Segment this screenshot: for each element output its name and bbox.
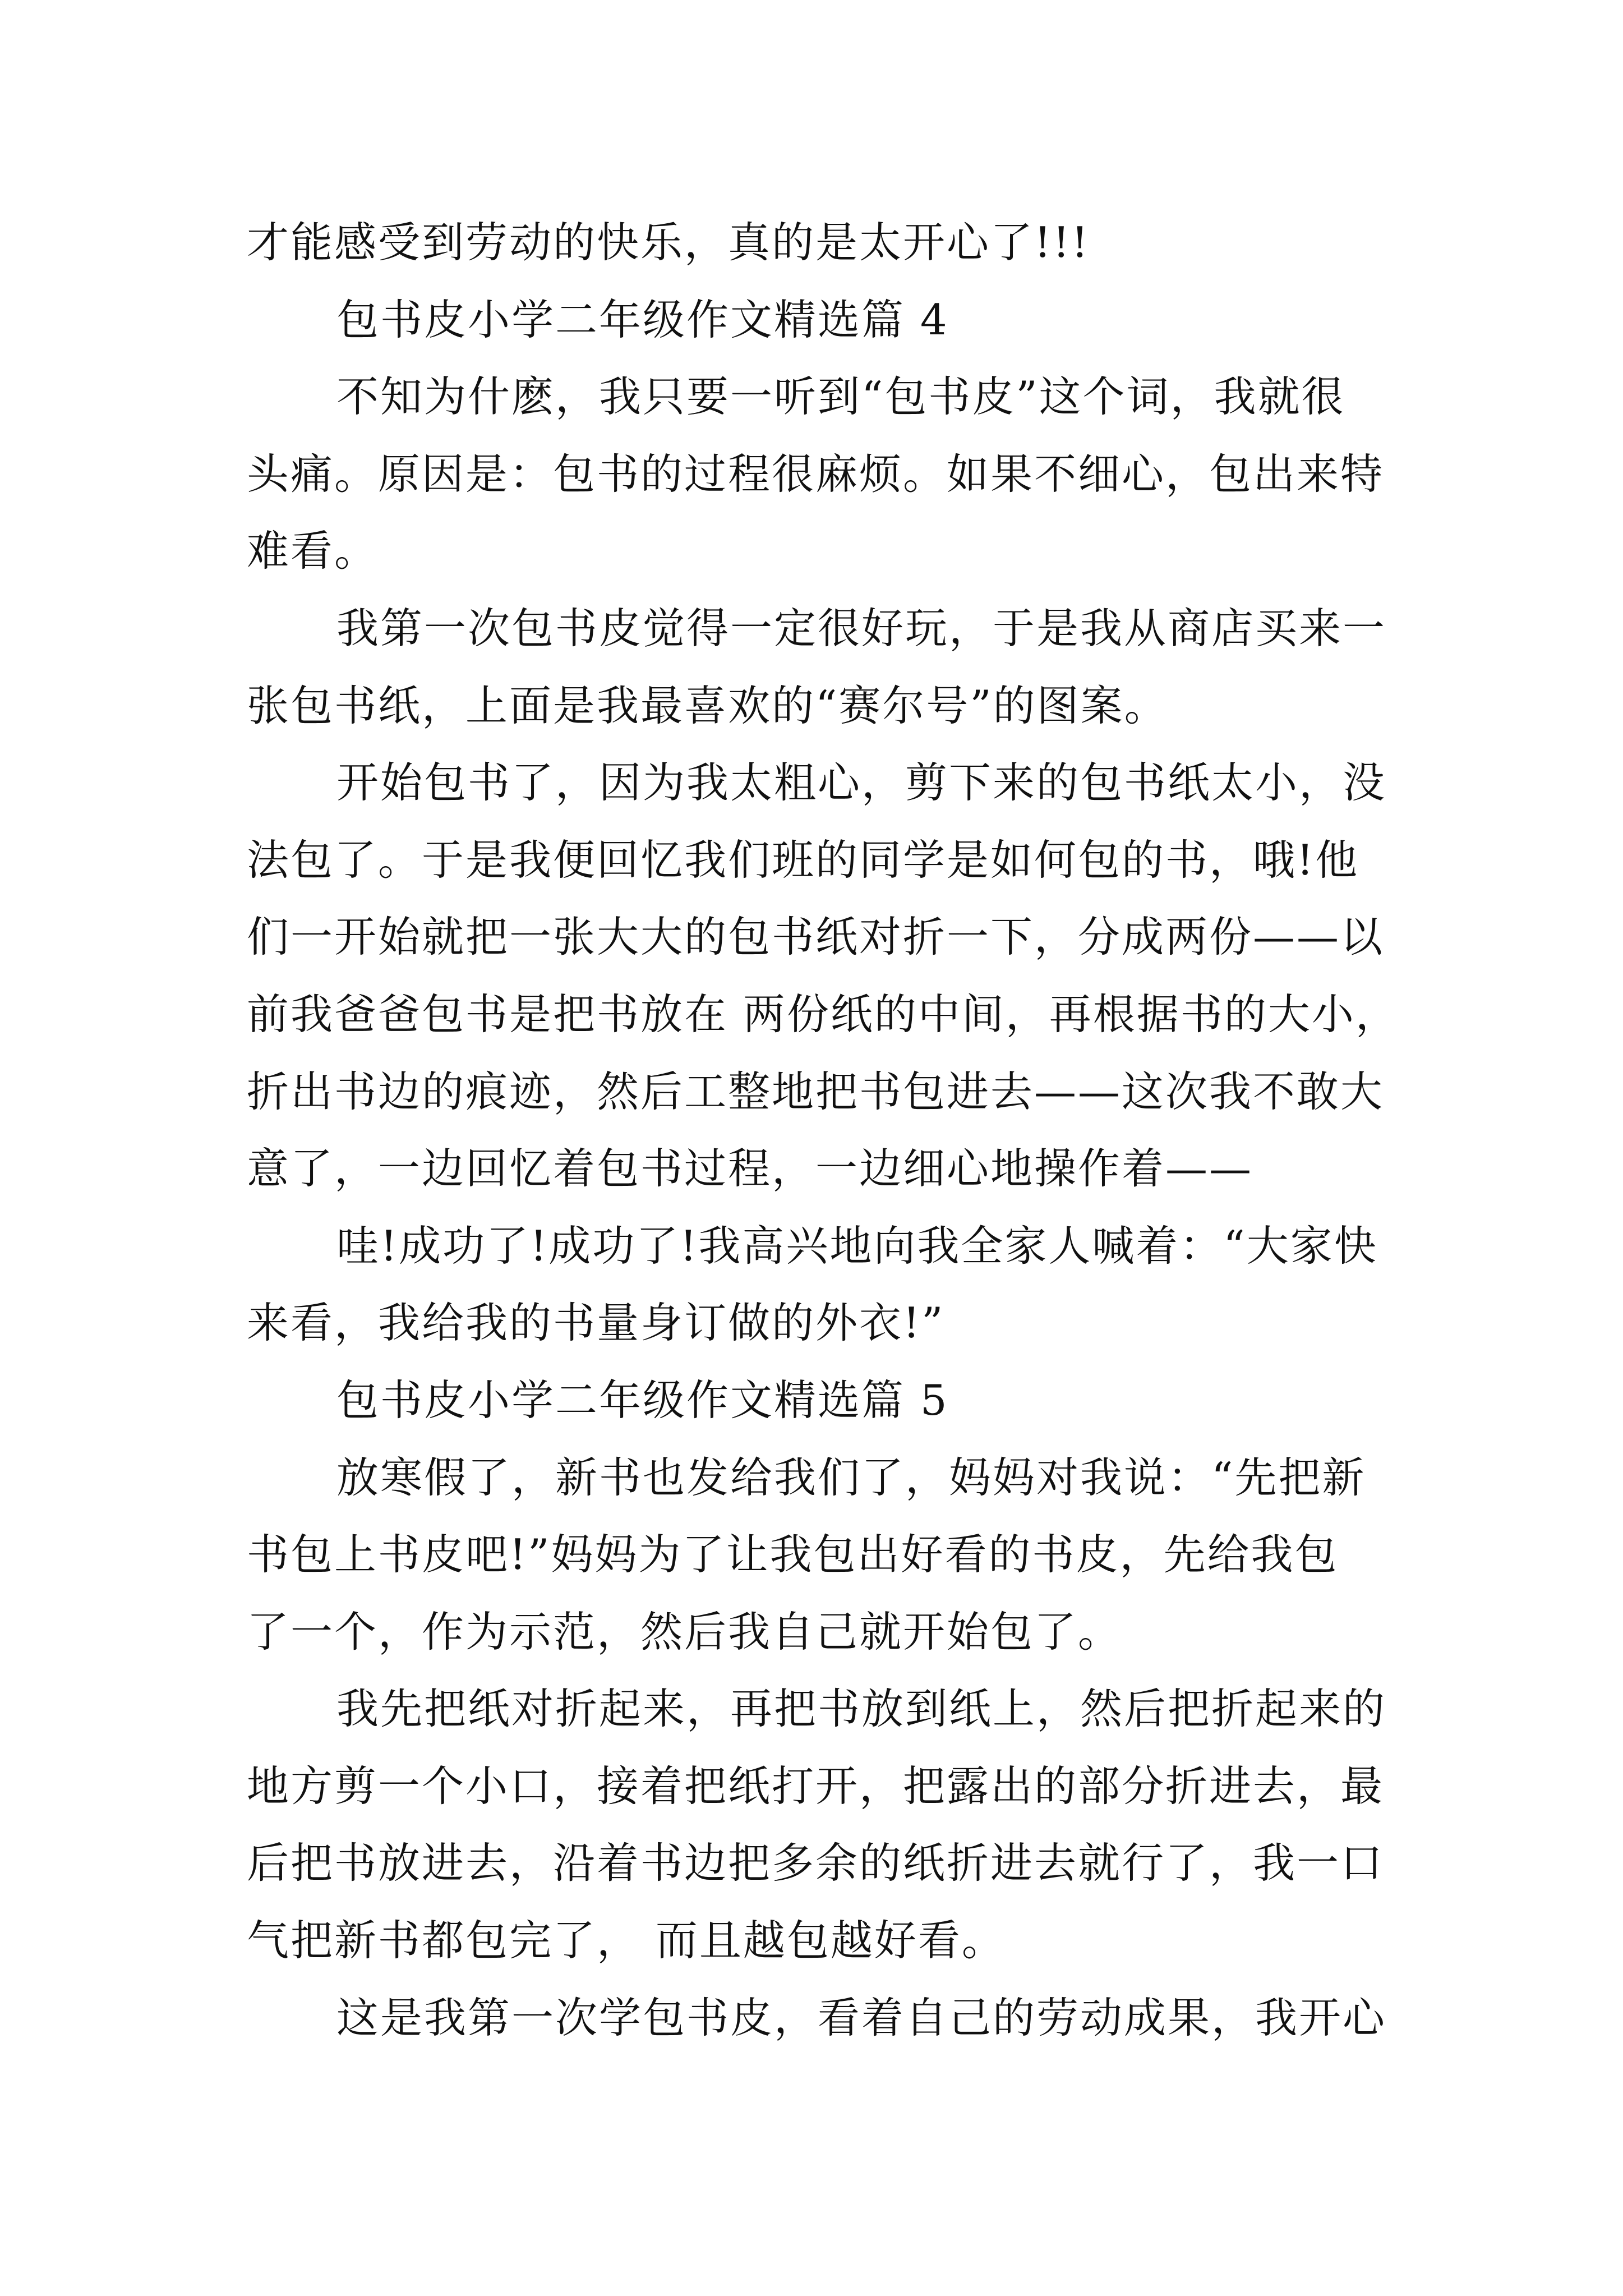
- text-line: 难看。: [247, 526, 379, 576]
- text-line: 意了，一边回忆着包书过程，一边细心地操作着——: [247, 1144, 1253, 1194]
- section-heading: [247, 282, 1424, 359]
- text-line: 后把书放进去，沿着书边把多余的纸折进去就行了，我一口: [247, 1838, 1385, 1888]
- text-line: 前我爸爸包书是把书放在 两份纸的中间，再根据书的大小，: [247, 989, 1399, 1039]
- heading-text: 包书皮小学二年级作文精选篇 4: [336, 295, 949, 344]
- paragraph: [247, 1208, 1424, 1362]
- text-line: 折出书边的痕迹，然后工整地把书包进去——这次我不敢大: [247, 1066, 1385, 1116]
- paragraph: [247, 358, 1424, 590]
- paragraph: [247, 204, 1424, 282]
- text-line: 哇!成功了!成功了!我高兴地向我全家人喊着：“大家快: [336, 1221, 1378, 1271]
- text-line: 开始包书了，因为我太粗心，剪下来的包书纸太小，没: [336, 758, 1387, 808]
- text-line: 我先把纸对折起来，再把书放到纸上，然后把折起来的: [336, 1684, 1387, 1734]
- text-line: 法包了。于是我便回忆我们班的同学是如何包的书，哦!他: [247, 835, 1359, 885]
- text-line: 头痛。原因是：包书的过程很麻烦。如果不细心，包出来特: [247, 449, 1385, 499]
- text-line: 张包书纸，上面是我最喜欢的“赛尔号”的图案。: [247, 680, 1168, 730]
- text-line: 地方剪一个小口，接着把纸打开，把露出的部分折进去，最: [247, 1761, 1385, 1811]
- text-line: 才能感受到劳动的快乐，真的是太开心了!!!: [247, 218, 1090, 267]
- text-line: 了一个，作为示范，然后我自己就开始包了。: [247, 1607, 1122, 1657]
- text-line: 放寒假了，新书也发给我们了，妈妈对我说：“先把新: [336, 1452, 1366, 1502]
- paragraph: [247, 1439, 1424, 1671]
- text-line: 不知为什麽，我只要一听到“包书皮”这个词，我就很: [336, 372, 1345, 422]
- document-body: [247, 204, 1424, 2056]
- paragraph: [247, 744, 1424, 1208]
- paragraph: [247, 1980, 1424, 2057]
- heading-text: 包书皮小学二年级作文精选篇 5: [336, 1375, 949, 1425]
- text-line: 这是我第一次学包书皮，看着自己的劳动成果，我开心: [336, 1993, 1387, 2042]
- text-line: 书包上书皮吧!”妈妈为了让我包出好看的书皮，先给我包: [247, 1530, 1339, 1580]
- text-line: 气把新书都包完了， 而且越包越好看。: [247, 1916, 1006, 1966]
- text-line: 们一开始就把一张大大的包书纸对折一下，分成两份——以: [247, 912, 1385, 962]
- section-heading: [247, 1362, 1424, 1439]
- text-line: 我第一次包书皮觉得一定很好玩，于是我从商店买来一: [336, 603, 1387, 653]
- text-line: 来看，我给我的书量身订做的外衣!”: [247, 1298, 945, 1348]
- paragraph: [247, 590, 1424, 744]
- paragraph: [247, 1671, 1424, 1979]
